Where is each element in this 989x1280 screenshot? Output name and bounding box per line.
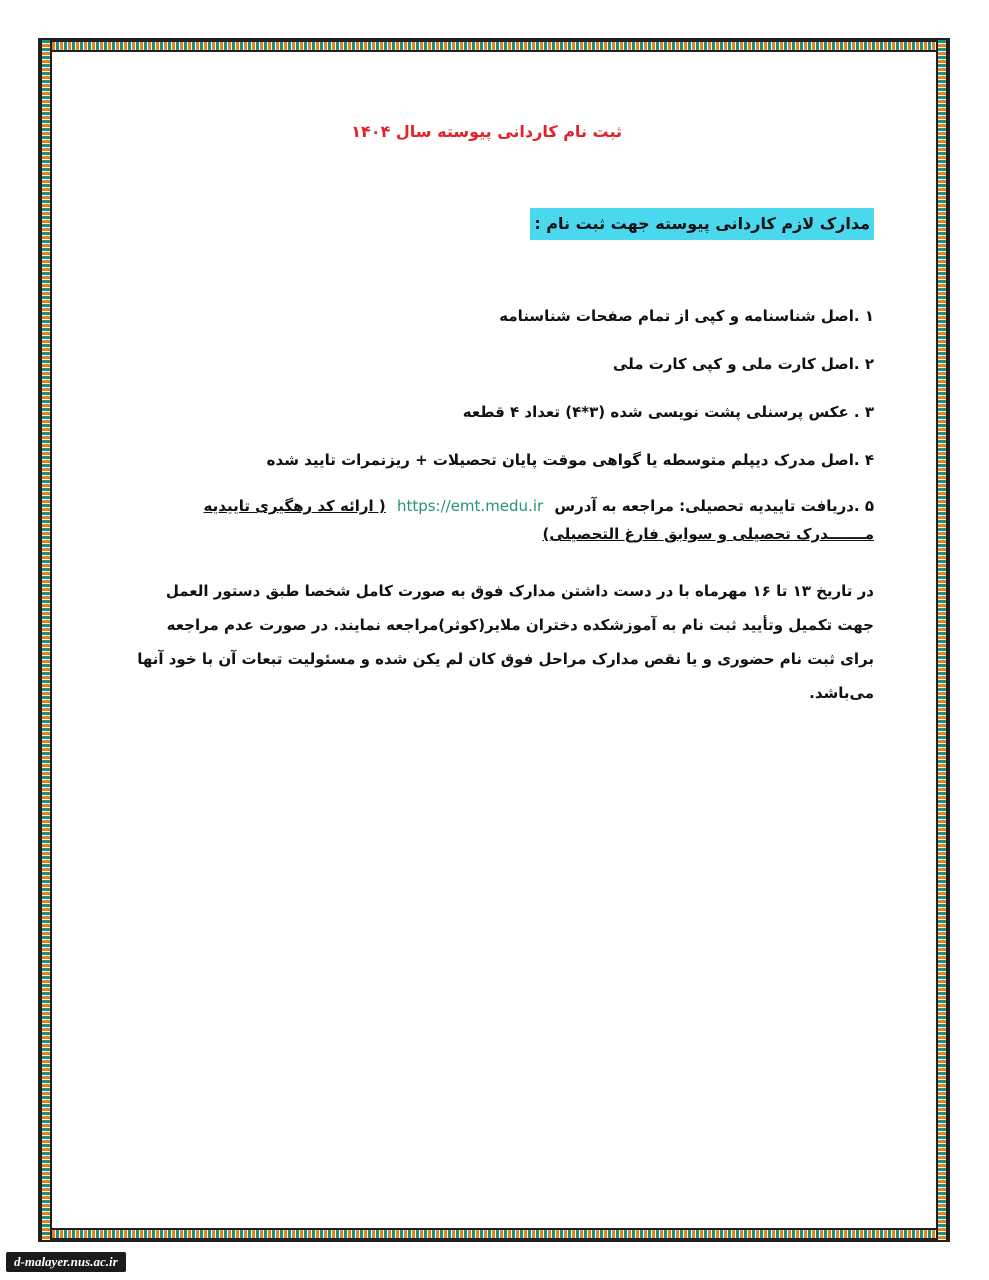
registration-notice: در تاریخ ۱۳ تا ۱۶ مهرماه با در دست داشتن مدارک فوق به صورت کامل شخصا طبق دستور العمل جهت تکمیل وتأیید ثبت نام به آموزشکده دختران ملایر(کوثر)مراجعه نمایند. در صورت عدم مراجعه برای ثبت نام حضوری و یا نقص مدارک مراحل فوق کان لم یکن شده و مسئولیت تبعات آن با خود آنها می‌باشد. <box>137 582 874 702</box>
verification-url-link[interactable]: https://emt.medu.ir <box>396 497 544 515</box>
list-item-suffix: ( ارائه کد رهگیری تاییدیه مـــــــدرک تحصیلی و سوابق فارغ التحصیلی) <box>203 497 874 543</box>
border-top-pattern <box>40 40 948 52</box>
page-title: ثبت نام کاردانی پیوسته سال ۱۴۰۴ <box>351 122 622 141</box>
border-right-pattern <box>936 40 948 1240</box>
list-item: ۴ .اصل مدرک دیپلم متوسطه یا گواهی موقت پایان تحصیلات + ریزنمرات تایید شده <box>266 451 874 469</box>
required-documents-list <box>130 304 874 572</box>
border-left-pattern <box>40 40 52 1240</box>
border-bottom-pattern <box>40 1228 948 1240</box>
list-item-prefix: ۵ .دریافت تاییدیه تحصیلی: مراجعه به آدرس <box>554 497 874 515</box>
list-item: ۲ .اصل کارت ملی و کپی کارت ملی <box>612 355 874 373</box>
list-item <box>130 492 874 548</box>
list-item: ۱ .اصل شناسنامه و کپی از تمام صفحات شناسنامه <box>499 307 874 325</box>
decorative-page-border <box>38 38 950 1242</box>
site-badge: d-malayer.nus.ac.ir <box>6 1252 126 1272</box>
section-heading: مدارک لازم کاردانی پیوسته جهت ثبت نام : <box>530 208 874 240</box>
list-item: ۳ . عکس پرسنلی پشت نویسی شده (۳*۴) تعداد ۴ قطعه <box>462 403 874 421</box>
